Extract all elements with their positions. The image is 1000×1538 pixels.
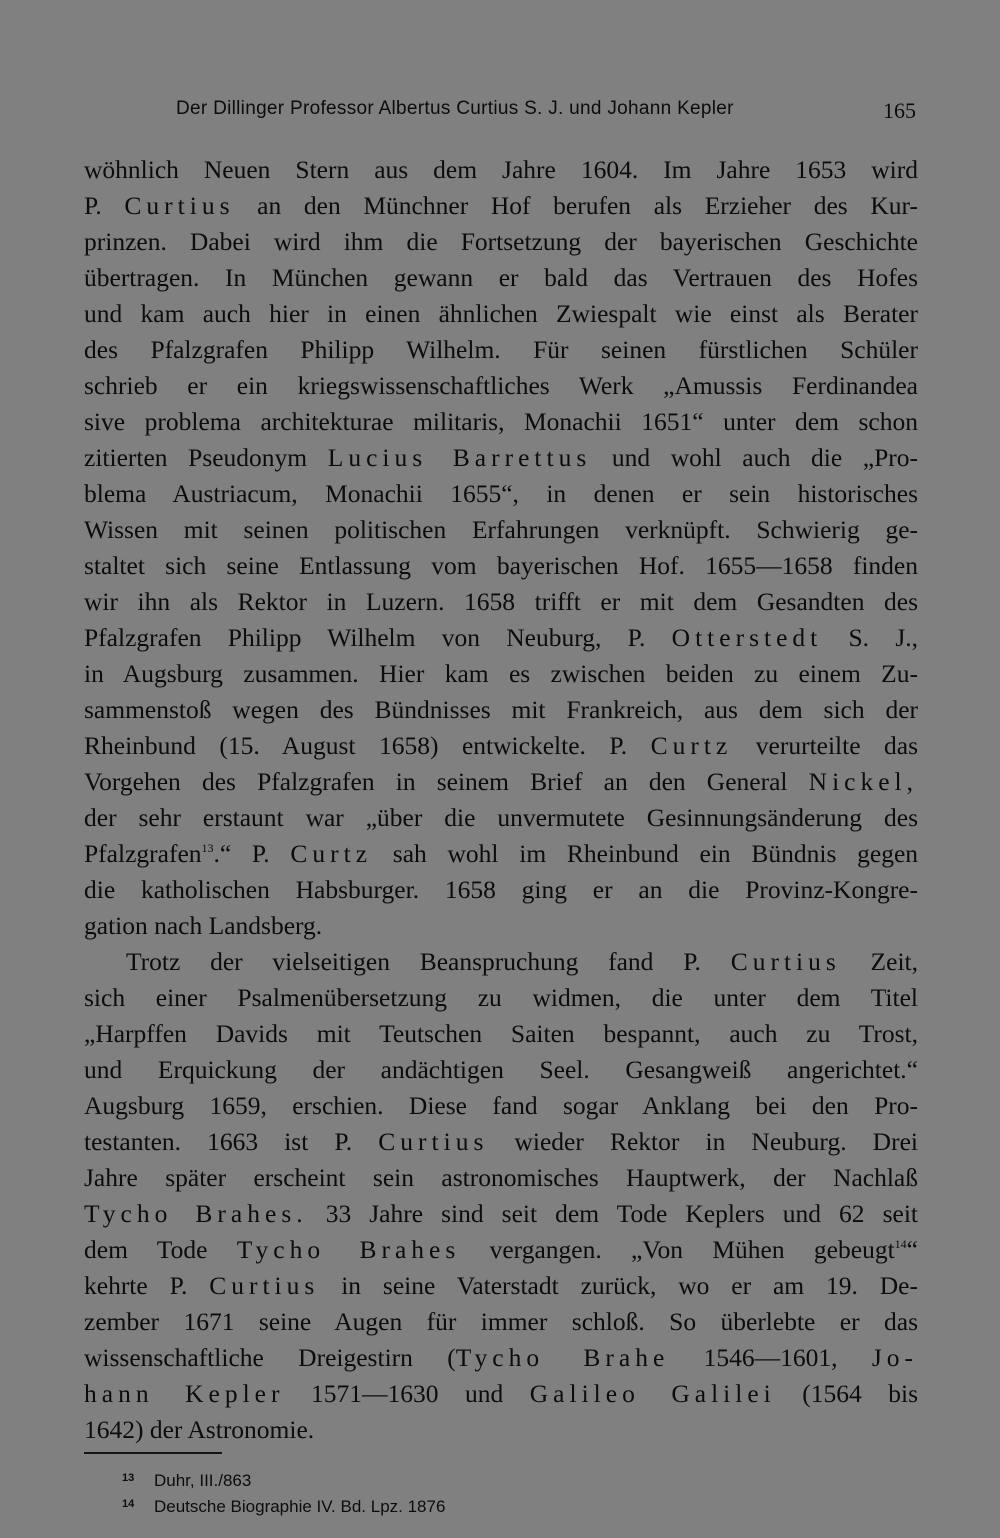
text-line: 1642) der Astronomie. — [84, 1415, 315, 1444]
text-line: „Harpffen Davids mit Teutschen Saiten bespannt, auch zu Trost, — [84, 1019, 918, 1048]
footnote — [122, 1491, 445, 1517]
spaced-name: Lucius Barrettus — [327, 443, 592, 472]
text-line: wir ihn als Rektor in Luzern. 1658 trifft er mit dem Gesandten des — [84, 587, 918, 616]
running-head — [176, 98, 916, 130]
spaced-name: Tycho Brahes. — [84, 1199, 308, 1228]
text-line: sive problema architekturae militaris, Monachii 1651“ unter dem schon — [84, 407, 918, 436]
spaced-name: Curtius — [209, 1271, 320, 1300]
text-line: Tycho Brahes. 33 Jahre sind seit dem Tode Keplers und 62 seit — [84, 1199, 918, 1228]
spaced-name: Jo- — [871, 1343, 918, 1372]
text-line: zember 1671 seine Augen für immer schloß. So überlebte er das — [84, 1307, 918, 1336]
text-line: Wissen mit seinen politischen Erfahrungen verknüpft. Schwierig ge- — [84, 515, 918, 544]
text-line: wöhnlich Neuen Stern aus dem Jahre 1604. Im Jahre 1653 wird — [84, 155, 918, 184]
text-line: schrieb er ein kriegswissenschaftliches Werk „Amussis Ferdinandea — [84, 371, 918, 400]
text-line: P. Curtius an den Münchner Hof berufen als Erzieher des Kur- — [84, 191, 919, 220]
text-line: Pfalzgrafen$^{13}$.“ P. Curtz sah wohl im Rheinbund ein Bündnis gegen — [84, 839, 919, 868]
footnote-mark: 14 — [122, 1498, 135, 1510]
text-line: Rheinbund (15. August 1658) entwickelte. P. Curtz verurteilte das — [84, 731, 919, 760]
text-line: gation nach Landsberg. — [84, 911, 323, 940]
text-line: prinzen. Dabei wird ihm die Fortsetzung der bayerischen Geschichte — [84, 227, 918, 256]
text-line: hann Kepler 1571—1630 und Galileo Galilei (1564 bis — [84, 1379, 919, 1408]
text-line: dem Tode Tycho Brahes vergangen. „Von Mühen gebeugt$^{14}$“ — [84, 1235, 918, 1264]
text-line: blema Austriacum, Monachii 1655“, in denen er sein historisches — [84, 479, 918, 508]
footnote-divider — [84, 1452, 222, 1454]
text-line: des Pfalzgrafen Philipp Wilhelm. Für seinen fürstlichen Schüler — [84, 335, 918, 364]
footnotes — [122, 1465, 445, 1517]
text-line: sammenstoß wegen des Bündnisses mit Frankreich, aus dem sich der — [84, 695, 918, 724]
spaced-name: Tycho Brahe — [455, 1343, 670, 1372]
text-line: zitierten Pseudonym Lucius Barrettus und wohl auch die „Pro- — [84, 443, 919, 472]
text-line: die katholischen Habsburger. 1658 ging er an die Provinz-Kongre- — [84, 875, 918, 904]
text-line: sich einer Psalmenübersetzung zu widmen, die unter dem Titel — [84, 983, 918, 1012]
footnote — [122, 1465, 445, 1491]
footnote-mark: 13 — [122, 1472, 135, 1484]
text-line: Jahre später erscheint sein astronomisches Hauptwerk, der Nachlaß — [84, 1163, 918, 1192]
running-title: Der Dillinger Professor Albertus Curtius S. J. und Johann Kepler — [176, 98, 734, 119]
spaced-name: Curtz — [650, 731, 733, 760]
text-line: in Augsburg zusammen. Hier kam es zwischen beiden zu einem Zu- — [84, 659, 918, 688]
spaced-name: Nickel, — [808, 767, 919, 796]
spaced-name: Curtius — [378, 1127, 489, 1156]
spaced-name: hann Kepler — [84, 1379, 285, 1408]
spaced-name: Tycho Brahes — [236, 1235, 461, 1264]
body-text — [84, 152, 918, 1448]
text-line: und Erquickung der andächtigen Seel. Gesangweiß angerichtet.“ — [84, 1055, 918, 1084]
text-line: Pfalzgrafen Philipp Wilhelm von Neuburg, P. Otterstedt S. J., — [84, 623, 918, 652]
footnote-text: Duhr, III./863 — [154, 1471, 252, 1490]
text-line: und kam auch hier in einen ähnlichen Zwiespalt wie einst als Berater — [84, 299, 918, 328]
text-line: Vorgehen des Pfalzgrafen in seinem Brief an den General Nickel, — [84, 767, 919, 796]
footnote-ref: 13 — [201, 841, 214, 855]
spaced-name: Curtius — [124, 191, 235, 220]
text-line: Augsburg 1659, erschien. Diese fand sogar Anklang bei den Pro- — [84, 1091, 918, 1120]
page-number: 165 — [883, 98, 916, 123]
paragraph-1 — [84, 152, 918, 944]
text-line: der sehr erstaunt war „über die unvermutete Gesinnungsänderung des — [84, 803, 918, 832]
footnote-ref: 14 — [894, 1237, 907, 1251]
text-line: staltet sich seine Entlassung vom bayerischen Hof. 1655—1658 finden — [84, 551, 918, 580]
text-line: wissenschaftliche Dreigestirn (Tycho Brahe 1546—1601, Jo- — [84, 1343, 918, 1372]
spaced-name: Curtz — [290, 839, 373, 868]
text-line: übertragen. In München gewann er bald das Vertrauen des Hofes — [84, 263, 918, 292]
footnote-text: Deutsche Biographie IV. Bd. Lpz. 1876 — [154, 1497, 446, 1516]
paragraph-2 — [84, 944, 918, 1448]
text-line: Trotz der vielseitigen Beanspruchung fand P. Curtius Zeit, — [126, 947, 918, 976]
text-line: testanten. 1663 ist P. Curtius wieder Rektor in Neuburg. Drei — [84, 1127, 918, 1156]
spaced-name: Otterstedt — [671, 623, 823, 652]
spaced-name: Galileo Galilei — [529, 1379, 776, 1408]
spaced-name: Curtius — [730, 947, 841, 976]
text-line: kehrte P. Curtius in seine Vaterstadt zurück, wo er am 19. De- — [84, 1271, 918, 1300]
